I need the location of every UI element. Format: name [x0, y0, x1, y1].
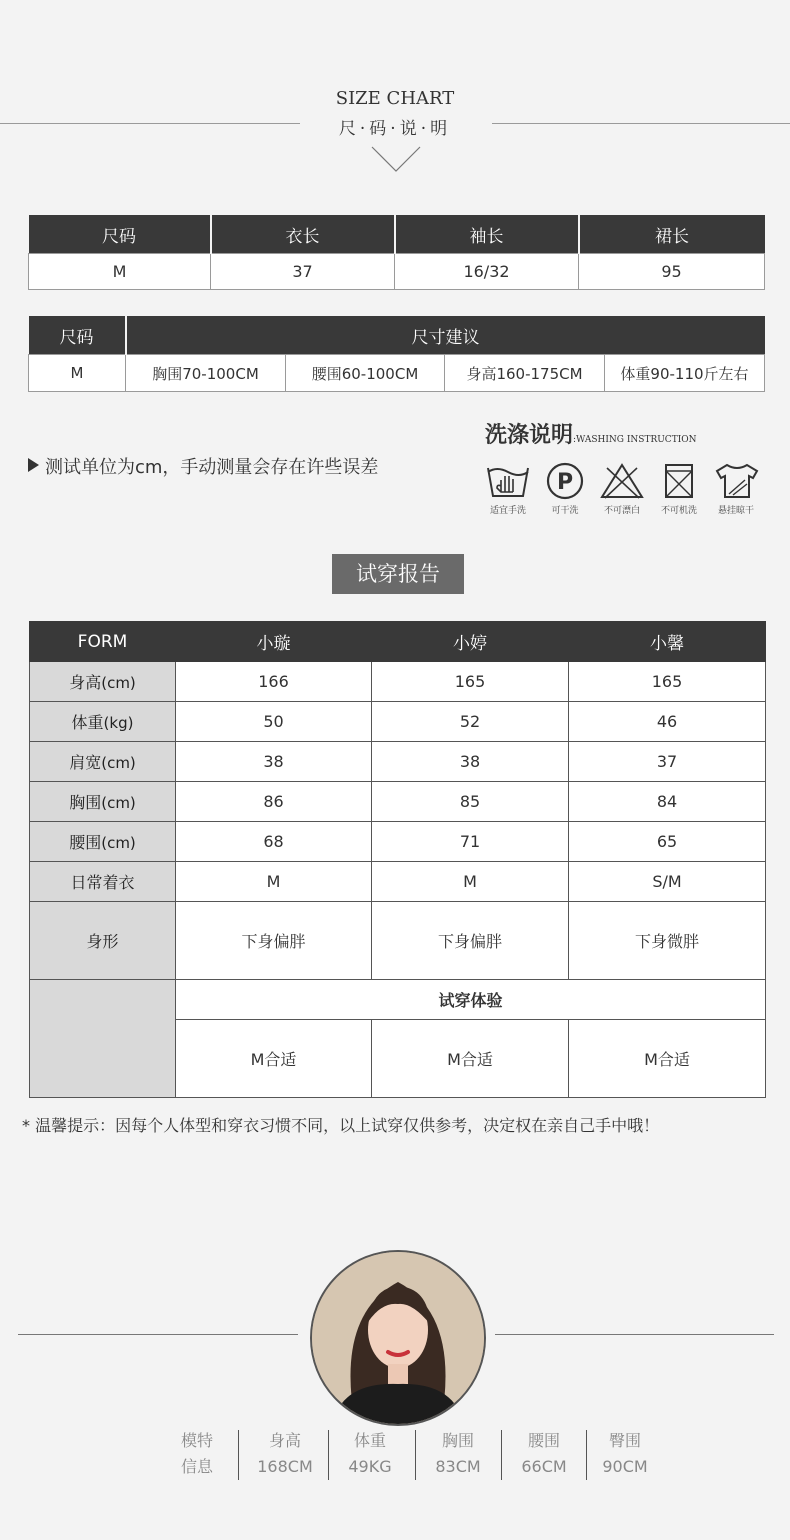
size-table-cell: 16/32	[395, 254, 579, 290]
wash-label: 悬挂晾干	[717, 506, 754, 516]
report-cell: M	[176, 862, 372, 902]
avatar	[310, 1250, 486, 1426]
model-stat-value: 66CM	[521, 1457, 567, 1476]
try-on-report-title: 试穿报告	[332, 554, 464, 594]
divider	[238, 1430, 239, 1480]
report-row-label-empty	[30, 980, 176, 1098]
model-info-label-line1: 模特	[180, 1431, 213, 1450]
report-cell: 46	[569, 702, 766, 742]
report-cell: 52	[372, 702, 569, 742]
report-row-unit: (cm)	[101, 794, 136, 812]
model-stat	[418, 1428, 498, 1480]
report-row-label	[30, 822, 176, 862]
report-row-unit: (cm)	[101, 674, 136, 692]
wash-item	[535, 462, 595, 516]
wash-item	[706, 462, 766, 516]
table-row	[30, 742, 766, 782]
chevron-down-icon	[370, 145, 422, 173]
report-cell: 86	[176, 782, 372, 822]
report-row-unit: (cm)	[101, 834, 136, 852]
wash-item	[478, 462, 538, 516]
table-row	[30, 822, 766, 862]
suggestion-table-cell: 体重90-110斤左右	[605, 355, 765, 392]
model-stat	[245, 1428, 325, 1480]
model-stat	[330, 1428, 410, 1480]
model-stat-key: 身高	[268, 1431, 301, 1450]
size-table-header-cell: 尺码	[29, 215, 211, 254]
report-cell: M合适	[176, 1020, 372, 1098]
report-row-label: 身形	[30, 902, 176, 980]
report-table-header	[30, 622, 766, 662]
report-cell: 下身偏胖	[176, 902, 372, 980]
divider	[415, 1430, 416, 1480]
model-stat-value: 168CM	[257, 1457, 313, 1476]
report-cell: 下身微胖	[569, 902, 766, 980]
size-table-cell: M	[29, 254, 211, 290]
suggestion-table-cell: 胸围70-100CM	[126, 355, 286, 392]
table-row	[30, 782, 766, 822]
model-stat-value: 83CM	[435, 1457, 481, 1476]
table-row	[30, 702, 766, 742]
report-cell: M	[372, 862, 569, 902]
report-cell: 38	[372, 742, 569, 782]
report-row-unit: (kg)	[103, 714, 134, 732]
no-bleach-icon	[599, 462, 645, 500]
report-header-cell: 小璇	[176, 622, 372, 662]
measurement-note	[28, 453, 378, 479]
hand-wash-icon	[485, 462, 531, 500]
table-row	[30, 662, 766, 702]
report-cell: 166	[176, 662, 372, 702]
report-cell: 下身偏胖	[372, 902, 569, 980]
report-header-cell: FORM	[30, 622, 176, 662]
table-row	[30, 980, 766, 1020]
report-row-label	[30, 702, 176, 742]
model-info-label-line2: 信息	[180, 1457, 213, 1476]
suggestion-table-header-cell: 尺码	[29, 316, 126, 355]
report-row-label-text: 身高	[69, 673, 102, 692]
model-line-right	[495, 1334, 774, 1335]
report-row-label	[30, 742, 176, 782]
size-table-cell: 37	[211, 254, 395, 290]
model-stat-value: 49KG	[348, 1457, 392, 1476]
wash-title-cn: 洗涤说明	[485, 422, 574, 448]
size-table-header-cell: 衣长	[211, 215, 395, 254]
model-line-left	[18, 1334, 298, 1335]
model-stat	[504, 1428, 584, 1480]
model-info-label	[157, 1428, 237, 1480]
report-header-cell: 小婷	[372, 622, 569, 662]
report-row-label	[30, 782, 176, 822]
try-on-experience-title: 试穿体验	[176, 980, 766, 1020]
wash-label: 可干洗	[551, 506, 579, 516]
report-cell: 85	[372, 782, 569, 822]
report-cell: 38	[176, 742, 372, 782]
size-table-cell: 95	[579, 254, 765, 290]
warm-tip: * 温馨提示：因每个人体型和穿衣习惯不同，以上试穿仅供参考，决定权在亲自己手中哦！	[22, 1116, 660, 1135]
suggestion-table-cell: M	[29, 355, 126, 392]
triangle-right-icon	[28, 458, 39, 472]
hang-dry-icon	[713, 462, 759, 500]
report-cell: S/M	[569, 862, 766, 902]
try-on-report-table	[29, 621, 766, 1098]
table-row	[30, 862, 766, 902]
report-row-label-text: 体重	[71, 713, 104, 732]
report-row-label: 日常着衣	[30, 862, 176, 902]
wash-title-en: :WASHING INSTRUCTION	[573, 435, 697, 445]
report-cell: 37	[569, 742, 766, 782]
model-portrait-icon	[312, 1252, 484, 1424]
wash-label: 不可机洗	[660, 506, 697, 516]
wash-instruction-title	[485, 418, 697, 449]
report-row-label	[30, 662, 176, 702]
model-stat	[585, 1428, 665, 1480]
wash-label: 不可漂白	[603, 506, 640, 516]
size-chart-title-en: SIZE CHART	[335, 88, 455, 109]
size-suggestion-table	[28, 316, 765, 392]
report-cell: M合适	[569, 1020, 766, 1098]
model-stat-value: 90CM	[602, 1457, 648, 1476]
report-row-unit: (cm)	[101, 754, 136, 772]
no-machine-wash-icon	[661, 462, 697, 500]
size-table-header-cell: 裙长	[579, 215, 765, 254]
wash-item	[592, 462, 652, 516]
report-cell: 84	[569, 782, 766, 822]
divider	[501, 1430, 502, 1480]
dry-clean-glyph: P	[556, 470, 574, 495]
model-stat-key: 体重	[353, 1431, 386, 1450]
wash-item	[649, 462, 709, 516]
wash-label: 适宜手洗	[489, 506, 526, 516]
size-table-header	[29, 215, 765, 254]
suggestion-table-header-cell: 尺寸建议	[126, 316, 765, 355]
dry-clean-icon	[545, 462, 585, 500]
table-row	[29, 355, 765, 392]
report-cell: 165	[372, 662, 569, 702]
table-row	[29, 254, 765, 290]
suggestion-table-header	[29, 316, 765, 355]
report-row-label-text: 肩宽	[69, 753, 102, 772]
suggestion-table-cell: 身高160-175CM	[445, 355, 605, 392]
report-header-cell: 小馨	[569, 622, 766, 662]
report-row-label-text: 胸围	[69, 793, 102, 812]
divider	[328, 1430, 329, 1480]
model-stat-key: 臀围	[608, 1431, 641, 1450]
table-row	[30, 902, 766, 980]
size-chart-title-cn: 尺·码·说·明	[338, 119, 452, 139]
suggestion-table-cell: 腰围60-100CM	[286, 355, 445, 392]
size-table-header-cell: 袖长	[395, 215, 579, 254]
measurement-note-text: 测试单位为cm，手动测量会存在许些误差	[45, 457, 379, 478]
report-cell: 68	[176, 822, 372, 862]
report-cell: 50	[176, 702, 372, 742]
model-stat-key: 胸围	[441, 1431, 474, 1450]
report-cell: M合适	[372, 1020, 569, 1098]
report-cell: 71	[372, 822, 569, 862]
report-cell: 165	[569, 662, 766, 702]
size-table	[28, 215, 765, 290]
report-row-label-text: 腰围	[69, 833, 102, 852]
model-stat-key: 腰围	[527, 1431, 560, 1450]
report-cell: 65	[569, 822, 766, 862]
